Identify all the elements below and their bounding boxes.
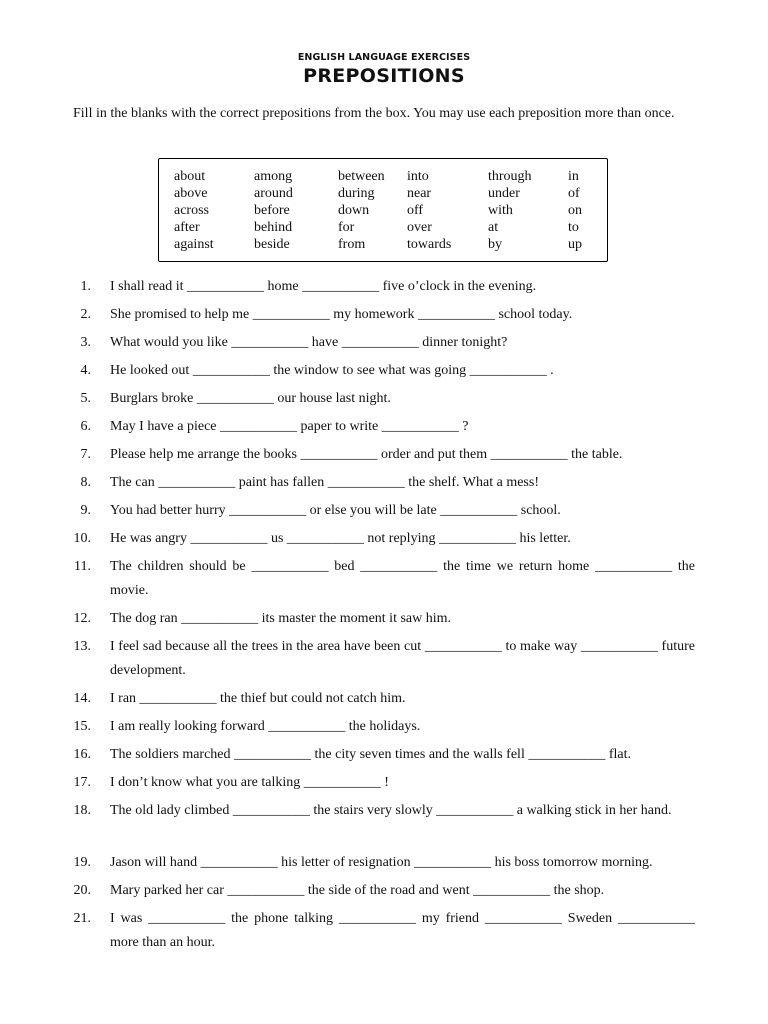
- question-number: 16.: [73, 747, 91, 762]
- question-number: 20.: [73, 883, 91, 898]
- worksheet-title: PREPOSITIONS: [303, 65, 465, 87]
- word-item: before: [254, 203, 290, 218]
- word-item: down: [338, 203, 370, 218]
- question-number: 12.: [73, 611, 91, 626]
- word-item: under: [488, 186, 520, 201]
- preposition-word-box: [158, 158, 608, 262]
- word-item: on: [568, 203, 582, 218]
- word-item: across: [174, 203, 209, 218]
- word-item: for: [338, 220, 355, 235]
- question-text: The can ___________ paint has fallen ___________ the shelf. What a mess!: [110, 475, 539, 490]
- instructions-text: Fill in the blanks with the correct prepositions from the box. You may use each preposition more than once.: [73, 106, 675, 121]
- word-item: above: [174, 186, 208, 201]
- question-text: He was angry ___________ us ___________ not replying ___________ his letter.: [110, 531, 571, 546]
- word-column: [407, 168, 451, 253]
- word-item: off: [407, 203, 424, 218]
- question-text: What would you like ___________ have ___________ dinner tonight?: [110, 335, 508, 350]
- word-item: near: [407, 186, 432, 201]
- question-text: May I have a piece ___________ paper to write ___________ ?: [110, 419, 469, 434]
- word-item: of: [568, 186, 580, 201]
- question-text: You had better hurry ___________ or else you will be late ___________ school.: [110, 503, 561, 518]
- question-text: I was ___________ the phone talking ___________ my friend ___________ Sweden ___________ more than an hour.: [110, 911, 695, 950]
- question-text: I don’t know what you are talking ___________ !: [110, 775, 389, 790]
- question-number: 6.: [80, 419, 91, 434]
- question-number: 13.: [73, 639, 91, 654]
- question-text: The soldiers marched ___________ the city seven times and the walls fell ___________ flat.: [110, 747, 631, 762]
- question-number: 9.: [80, 503, 91, 518]
- word-item: over: [407, 220, 432, 235]
- question-text: The children should be ___________ bed ___________ the time we return home ___________ the movie.: [110, 559, 695, 598]
- question-text: I feel sad because all the trees in the area have been cut ___________ to make way ___________ future development.: [110, 639, 695, 678]
- word-item: through: [488, 169, 532, 184]
- question-number: 2.: [80, 307, 91, 322]
- word-item: up: [568, 237, 582, 252]
- word-item: at: [488, 220, 499, 235]
- word-column: [488, 168, 532, 253]
- word-item: among: [254, 169, 293, 184]
- question-number: 17.: [73, 775, 91, 790]
- question-number: 19.: [73, 855, 91, 870]
- question-text: I am really looking forward ___________ the holidays.: [110, 719, 421, 734]
- question-text: Please help me arrange the books ___________ order and put them ___________ the table.: [110, 447, 623, 462]
- word-item: by: [488, 237, 502, 252]
- word-item: in: [568, 169, 579, 184]
- word-item: with: [488, 203, 513, 218]
- word-item: between: [338, 169, 385, 184]
- word-column: [338, 168, 385, 253]
- question-number: 1.: [80, 279, 91, 294]
- question-number: 10.: [73, 531, 91, 546]
- question-text: Jason will hand ___________ his letter of resignation ___________ his boss tomorrow morning.: [110, 855, 653, 870]
- question-number: 4.: [80, 363, 91, 378]
- question-number: 5.: [80, 391, 91, 406]
- question-number: 21.: [73, 911, 91, 926]
- question-text: He looked out ___________ the window to see what was going ___________ .: [110, 363, 554, 378]
- question-text: The old lady climbed ___________ the stairs very slowly ___________ a walking stick in her hand.: [110, 803, 672, 818]
- question-text: I ran ___________ the thief but could not catch him.: [110, 691, 406, 706]
- word-item: into: [407, 169, 429, 184]
- word-item: towards: [407, 237, 452, 252]
- word-column: [254, 168, 293, 253]
- word-item: after: [174, 220, 200, 235]
- word-item: from: [338, 237, 366, 252]
- word-column: [568, 168, 582, 253]
- word-item: behind: [254, 220, 293, 235]
- question-number: 11.: [74, 559, 91, 574]
- word-item: beside: [254, 237, 290, 252]
- question-text: She promised to help me ___________ my homework ___________ school today.: [110, 307, 573, 322]
- word-item: about: [174, 169, 206, 184]
- question-number: 15.: [73, 719, 91, 734]
- question-number: 3.: [80, 335, 91, 350]
- word-column: [174, 168, 214, 253]
- word-item: around: [254, 186, 293, 201]
- question-text: I shall read it ___________ home ___________ five o’clock in the evening.: [110, 279, 537, 294]
- question-number: 14.: [73, 691, 91, 706]
- question-number: 18.: [73, 803, 91, 818]
- word-item: against: [174, 237, 214, 252]
- question-number: 7.: [80, 447, 91, 462]
- question-text: The dog ran ___________ its master the moment it saw him.: [110, 611, 452, 626]
- question-text: Mary parked her car ___________ the side of the road and went ___________ the shop.: [110, 883, 605, 898]
- worksheet-subtitle: ENGLISH LANGUAGE EXERCISES: [297, 52, 471, 63]
- question-number: 8.: [80, 475, 91, 490]
- question-text: Burglars broke ___________ our house last night.: [110, 391, 391, 406]
- word-item: during: [338, 186, 375, 201]
- word-item: to: [568, 220, 579, 235]
